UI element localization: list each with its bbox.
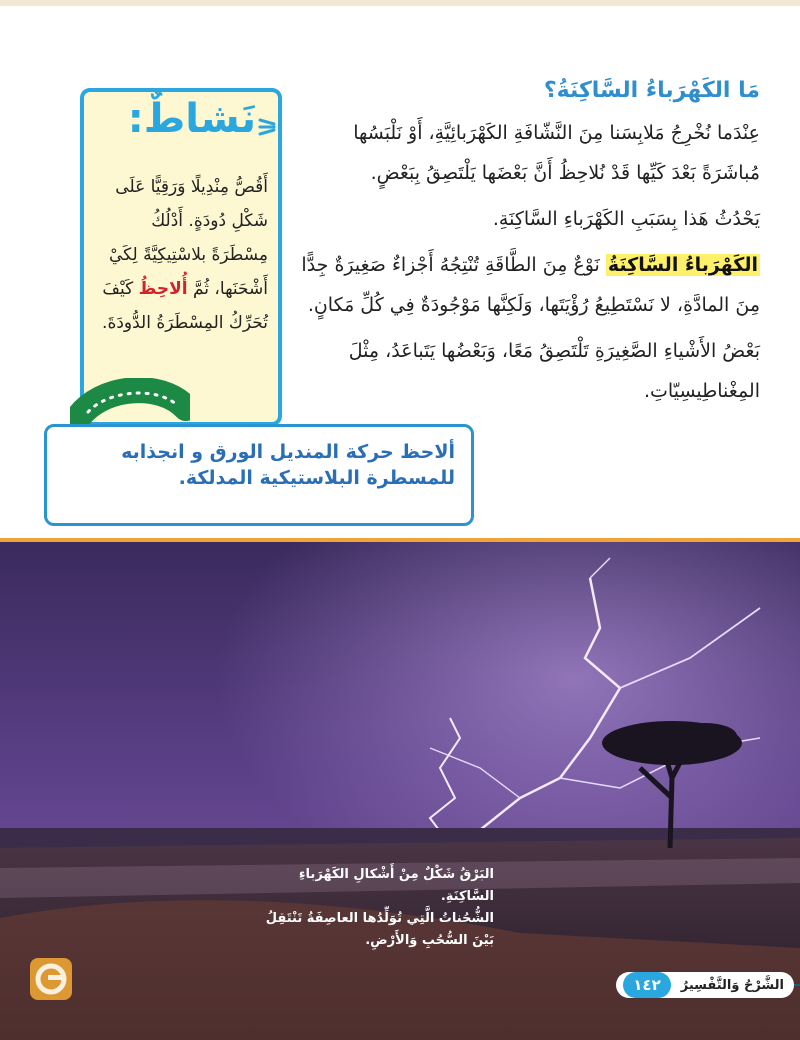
activity-title: نَشاطٌ:: [127, 96, 256, 142]
logo-mark: [30, 958, 72, 1000]
activity-text-end: كَيْفَ تُحَرِّكُ المِسْطَرَةُ الدُّودَةَ.: [102, 279, 268, 333]
article-paragraph-2: يَحْدُثُ هَذا بِسَبَبِ الكَهْرَباءِ السَّاكِنَةِ.: [492, 208, 760, 230]
footer-badge: [616, 972, 794, 998]
main-article: [290, 78, 760, 417]
photo-caption: [260, 864, 494, 952]
activity-box: [80, 88, 282, 426]
highlighted-term: الكَهْرَباءُ السَّاكِنَةُ: [607, 254, 758, 276]
article-paragraph-3: [290, 245, 760, 325]
page-number: ١٤٢: [623, 972, 670, 998]
activity-emphasis: أُلاحِظُ: [138, 279, 188, 299]
article-paragraph-4: بَعْضُ الأَشْياءِ الصَّغِيرَةِ تَلْتَصِقُ مَعًا، وَبَعْضُها يَتَباعَدُ، مِثْلَ المِغْناطِيسِيّاتِ.: [348, 340, 760, 402]
caption-line-2: الشُّحُناتُ الَّتِي تُوَلِّدُها العاصِفَةُ تَنْتَقِلُ: [265, 911, 494, 926]
section-label: الشَّرْحُ وَالتَّفْسِيرُ: [680, 977, 784, 993]
caption-line-1: البَرْقُ شَكْلٌ مِنْ أَشْكالِ الكَهْرَباءِ السَّاكِنَةِ.: [298, 867, 494, 904]
caption-line-3: بَيْنَ السُّحُبِ وَالأَرْضِ.: [365, 933, 494, 948]
photo-top-border: [0, 538, 800, 542]
article-title: مَا الكَهْرَباءُ السَّاكِنَةُ؟: [543, 78, 760, 103]
activity-text-start: أَقُصُّ مِنْدِيلًا وَرَقِيًّا عَلَى شَكْلِ دُودَةٍ. أَدْلُكُ مِسْطَرَةً بلاسْتِيكِيَّةً لِكَيْ أَشْحَنَها، ثُمَّ: [108, 177, 268, 299]
top-rule: [0, 0, 800, 6]
note-box: ألاحظ حركة المنديل الورق و انجذابه للمسطرة البلاستيكية المدلكة.: [44, 424, 474, 526]
lightning-photo: [0, 538, 800, 1040]
article-paragraph-3-rest: نَوْعٌ مِنَ الطَّاقَةِ تُنْتِجُهُ أَجْزاءٌ صَغِيرَةٌ جِدًّا مِنَ المادَّةِ، لا نَسْتَطِيعُ رُؤْيَتَها، وَلَكِنَّها مَوْجُودَةٌ فِي كُلِّ مَكانٍ.: [301, 254, 760, 316]
article-paragraph-1: عِنْدَما نُخْرِجُ مَلابِسَنا مِنَ النَّشّافَةِ الكَهْرَبائِيَّةِ، أَوْ نَلْبَسُها مُباشَرَةً بَعْدَ كَيِّها قَدْ نُلاحِظُ أَنَّ بَعْضَها يَلْتَصِقُ بِبَعْضٍ.: [353, 122, 760, 184]
publisher-logo-icon: [30, 958, 72, 1000]
activity-text: [94, 170, 268, 340]
rays-icon: [258, 116, 276, 138]
